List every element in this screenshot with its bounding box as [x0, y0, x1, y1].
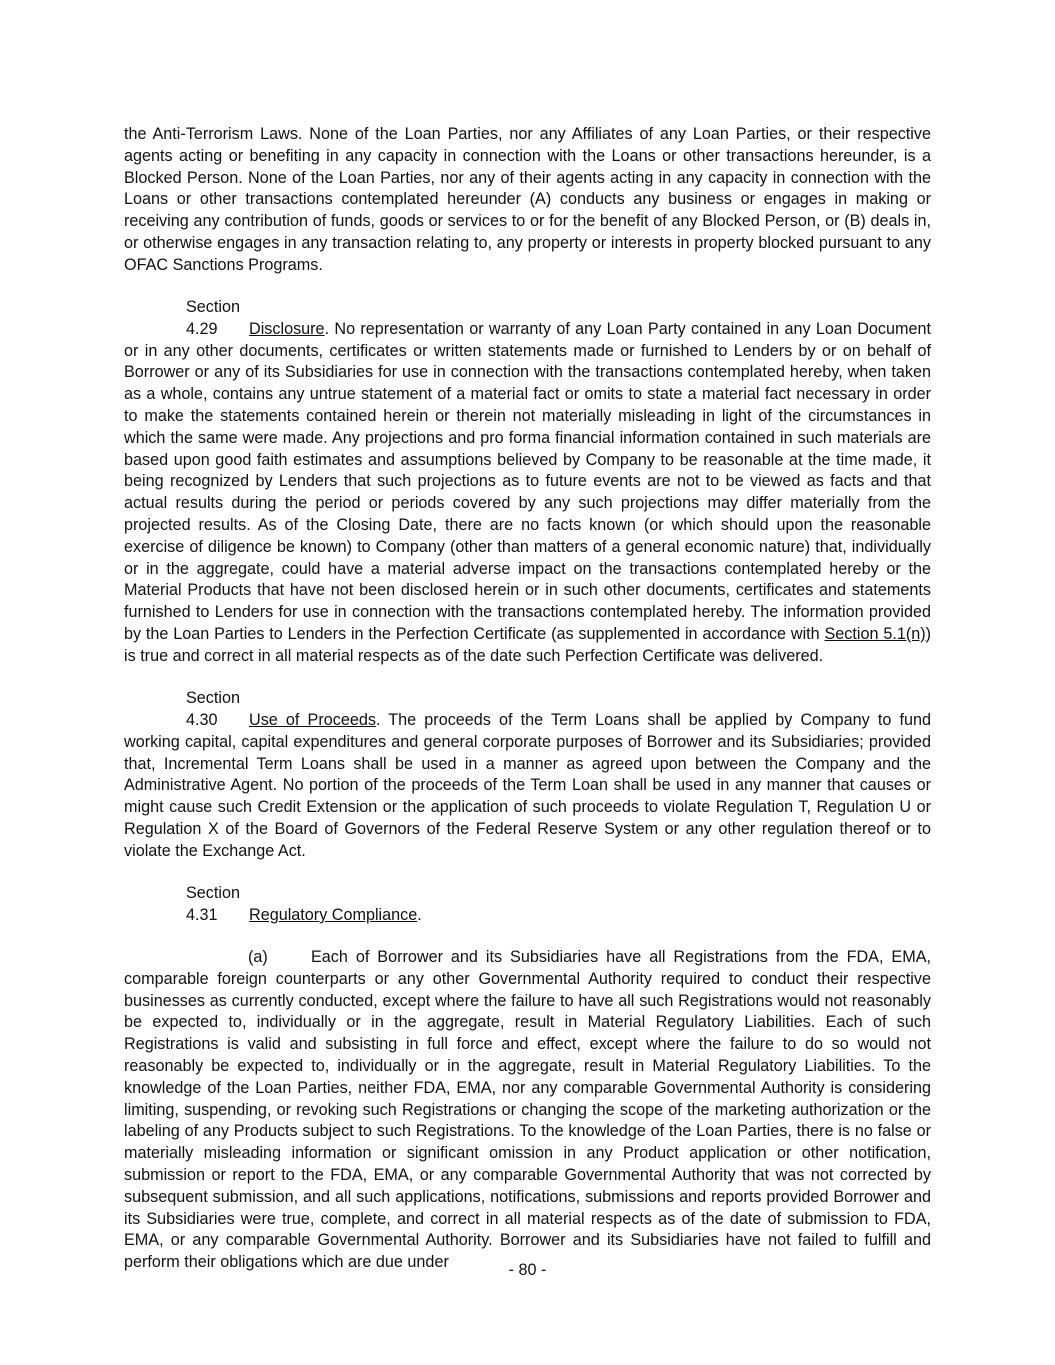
document-body	[124, 124, 931, 1295]
section-number: Section 4.29	[186, 298, 240, 338]
section-body: . The proceeds of the Term Loans shall be applied by Company to fund working capital, capital expenditures and general corporate purposes of Borrower and its Subsidiaries; provided that, Incremental Term Loans shall be used in a manner as agreed upon between the Company and the Administrative Agent. No portion of the proceeds of the Term Loan shall be used in any manner that causes or might cause such Credit Extension or the application of such proceeds to violate Regulation T, Regulation U or Regulation X of the Board of Governors of the Federal Reserve System or any other regulation thereof or to violate the Exchange Act.	[124, 710, 931, 860]
section-4-29	[124, 297, 931, 668]
section-title: Disclosure	[249, 319, 325, 338]
page-number: - 80 -	[508, 1261, 547, 1279]
section-4-30	[124, 688, 931, 862]
section-title: Regulatory Compliance	[249, 905, 418, 924]
section-body: . No representation or warranty of any Loan Party contained in any Loan Document or in any other documents, certificates or written statements made or furnished to Lenders by or on behalf of Borrower or any of its Subsidiaries for use in connection with the transactions contemplated hereby, when taken as a whole, contains any untrue statement of a material fact or omits to state a material fact necessary in order to make the statements contained herein or therein not materially misleading in light of the circumstances in which the same were made. Any projections and pro forma financial information contained in such materials are based upon good faith estimates and assumptions believed by Company to be reasonable at the time made, it being recognized by Lenders that such projections as to future events are not to be viewed as facts and that actual results during the period or periods covered by any such projections may differ materially from the projected results. As of the Closing Date, there are no facts known (or which should upon the reasonable exercise of diligence be known) to Company (other than matters of a general economic nature) that, individually or in the aggregate, could have a material adverse impact on the transactions contemplated hereby or the Material Products that have not been disclosed herein or in such other documents, certificates and statements furnished to Lenders for use in connection with the transactions contemplated hereby. The information provided by the Loan Parties to Lenders in the Perfection Certificate (as supplemented in accordance with	[124, 319, 931, 644]
subsection-label: (a)	[248, 948, 268, 967]
cross-reference: Section 5.1(n)	[824, 625, 926, 644]
paragraph-anti-terrorism	[124, 124, 931, 277]
section-body-end: ) is true and correct in all material respects as of the date such Perfection Certificate was delivered.	[124, 625, 931, 665]
section-title-period: .	[417, 905, 422, 924]
section-title: Use of Proceeds	[249, 710, 376, 729]
subsection-a	[124, 947, 931, 1274]
section-number: Section 4.31	[186, 884, 240, 924]
paragraph-intro-text: the Anti-Terrorism Laws. None of the Loan Parties, nor any Affiliates of any Loan Parties, or their respective agents acting or benefiting in any capacity in connection with the Loans or other transactions hereunder, is a Blocked Person. None of the Loan Parties, nor any of their agents acting in any capacity in connection with the Loans or other transactions contemplated hereunder (A) conducts any business or engages in making or receiving any contribution of funds, goods or services to or for the benefit of any Blocked Person, or (B) deals in, or otherwise engages in any transaction relating to, any property or interests in property blocked pursuant to any OFAC Sanctions Programs.	[124, 125, 931, 274]
subsection-body: Each of Borrower and its Subsidiaries have all Registrations from the FDA, EMA, comparable foreign counterparts or any other Governmental Authority required to conduct their respective businesses as currently conducted, except where the failure to have all such Registrations would not reasonably be expected to, individually or in the aggregate, result in Material Regulatory Liabilities. Each of such Registrations is valid and subsisting in full force and effect, except where the failure to do so would not reasonably be expected to, individually or in the aggregate, result in Material Regulatory Liabilities. To the knowledge of the Loan Parties, neither FDA, EMA, nor any comparable Governmental Authority is considering limiting, suspending, or revoking such Registrations or changing the scope of the marketing authorization or the labeling of any Products subject to such Registrations. To the knowledge of the Loan Parties, there is no false or materially misleading information or significant omission in any Product application or other notification, submission or report to the FDA, EMA, or any comparable Governmental Authority that was not corrected by subsequent submission, and all such applications, notifications, submissions and reports provided Borrower and its Subsidiaries were true, complete, and correct in all material respects as of the date of submission to FDA, EMA, or any comparable Governmental Authority. Borrower and its Subsidiaries have not failed to fulfill and perform their obligations which are due under	[124, 948, 931, 1272]
section-4-31	[124, 883, 931, 927]
section-number: Section 4.30	[186, 689, 240, 729]
